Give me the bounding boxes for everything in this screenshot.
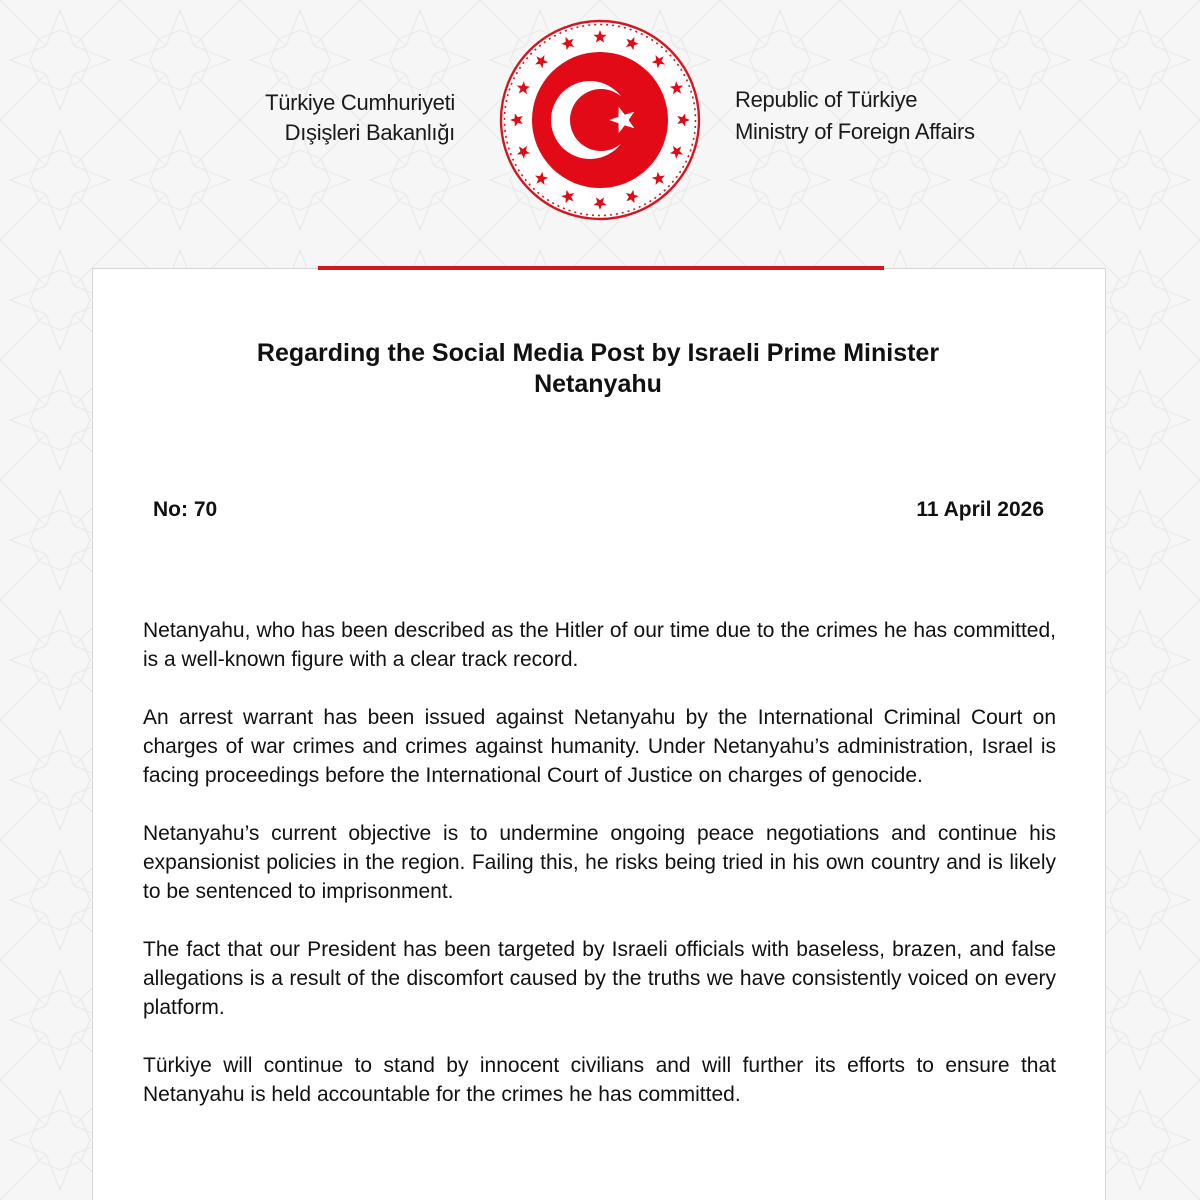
org-name-english [735, 84, 975, 148]
letterhead [0, 0, 1200, 240]
paragraph: An arrest warrant has been issued against Netanyahu by the International Criminal Court on charges of war crimes and crimes against humanity. Under Netanyahu’s administration, Israel is facing proceedings before the International Court of Justice on charges of genocide. [143, 706, 1056, 787]
crescent-star-seal-icon [495, 15, 705, 225]
org-en-line-2: Ministry of Foreign Affairs [735, 119, 975, 144]
org-en-line-1: Republic of Türkiye [735, 87, 918, 112]
paragraph: Netanyahu’s current objective is to undermine ongoing peace negotiations and continue his expansionist policies in the region. Failing this, he risks being tried in his own country and is likely to be sentenced to imprisonment. [143, 822, 1056, 903]
org-name-turkish [265, 88, 455, 148]
paragraph: The fact that our President has been targeted by Israeli officials with baseless, brazen, and false allegations is a result of the discomfort caused by the truths we have consistently voiced on every platform. [143, 938, 1056, 1019]
press-release-number: No: 70 [153, 498, 218, 521]
document-title [92, 338, 1104, 400]
paragraph: Netanyahu, who has been described as the Hitler of our time due to the crimes he has committed, is a well-known figure with a clear track record. [143, 619, 1056, 671]
document-body [143, 616, 1056, 1138]
org-tr-line-2: Dışişleri Bakanlığı [284, 120, 455, 145]
org-tr-line-1: Türkiye Cumhuriyeti [265, 90, 455, 115]
title-line-2: Netanyahu [534, 370, 662, 398]
press-release-date: 11 April 2026 [916, 498, 1044, 521]
title-line-1: Regarding the Social Media Post by Israeli Prime Minister [256, 339, 940, 367]
paragraph: Türkiye will continue to stand by innocent civilians and will further its efforts to ensure that Netanyahu is held accountable for the crimes he has committed. [143, 1054, 1056, 1106]
header-divider [318, 266, 884, 270]
